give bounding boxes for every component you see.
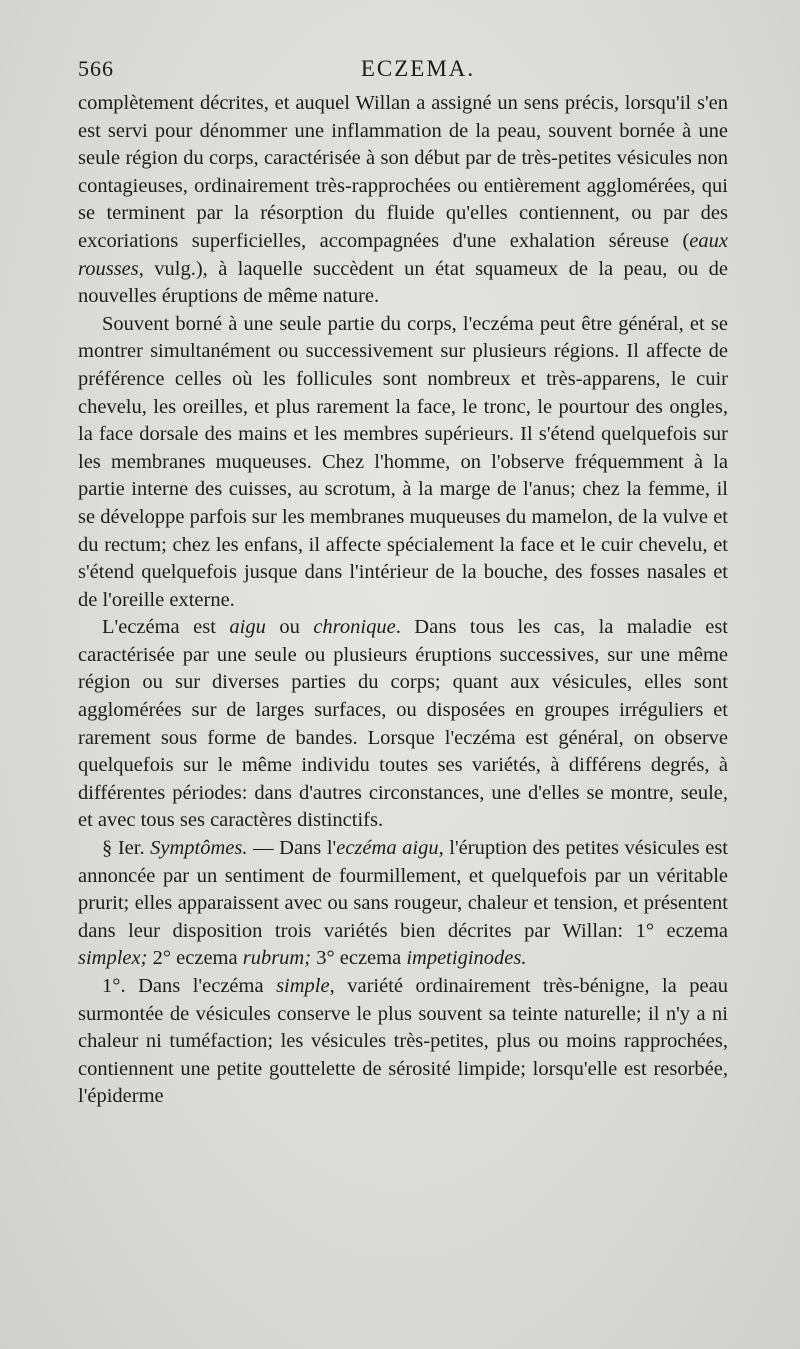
text-run: — Dans l' [247,837,337,860]
italic-text: simple [276,975,330,997]
paragraph [78,973,728,1111]
text-run: Souvent borné à une seule partie du corps, l'eczéma peut être général, et se montrer simultanément ou successivement sur plusieurs régions. Il affecte de préférence celles où les follicules sont nombreux et très-apparens, le cuir chevelu, les oreilles, et plus rarement la face, le tronc, le pourtour des ongles, la face dorsale des mains et les membres supérieurs. Il s'étend quelquefois sur les membranes muqueuses. Chez l'homme, on l'observe fréquemment à la partie interne des cuisses, au scrotum, à la marge de l'anus; chez la femme, il se développe parfois sur les membranes muqueuses du mamelon, de la vulve et du rectum; chez les enfans, il affecte spécialement la face et le cuir chevelu, et s'étend quelquefois jusque dans l'intérieur de la bouche, des fosses nasales et de l'oreille externe. [78,312,728,611]
text-run: , variété ordinairement très-bénigne, la peau surmontée de vésicules conserve le plus souvent sa teinte naturelle; il n'y a ni chaleur ni tuméfaction; les vésicules très-petites, plus ou moins rapprochées, contiennent une petite gouttelette de sérosité limpide; lorsqu'elle est resorbée, l'épiderme [78,975,728,1108]
text-run: § Ier. [102,837,151,860]
page-header [78,56,758,90]
text-run: L'eczéma est [102,616,230,639]
text-run: 1°. Dans l'eczéma [102,975,277,997]
text-run: 3° eczema [311,947,407,970]
running-title: ECZEMA. [360,56,476,81]
italic-text: Symptômes. [150,837,248,860]
italic-text: simplex; [78,947,148,970]
italic-text: rubrum; [242,947,312,970]
italic-text: impetiginodes. [406,947,527,970]
paragraph [78,614,728,835]
italic-text: aigu [229,616,266,639]
paragraph [78,835,728,973]
body-text [78,90,728,1111]
text-run: , l'éruption des petites vésicules est annoncée par un sentiment de fourmillement, et quelquefois par un véritable prurit; elles apparaissent avec ou sans rougeur, chaleur et tension, et présentent dans leur disposition trois variétés bien décrites par Willan: 1° eczema [78,837,728,942]
page-number: 566 [78,56,114,81]
text-run: complètement décrites, et auquel Willan a assigné un sens précis, lorsqu'il s'en est servi pour dénommer une inflammation de la peau, souvent bornée à une seule région du corps, caractérisée à son début par de très-petites vésicules non contagieuses, ordinairement très-rapprochées ou entièrement agglomérées, qui se terminent par la résorption du fluide qu'elles contiennent, ou par des excoriations superficielles, accompagnées d'une exhalation séreuse ( [78,92,728,252]
italic-text: eaux rousses [78,229,728,280]
italic-text: eczéma aigu [336,837,439,860]
text-run: , vulg.), à laquelle succèdent un état squameux de la peau, ou de nouvelles éruptions de même nature. [78,257,728,308]
text-run: ou [265,616,314,639]
paragraph [78,311,728,615]
italic-text: chronique [313,616,396,639]
text-run: 2° eczema [147,947,243,970]
paragraph [78,90,728,311]
text-run: . Dans tous les cas, la maladie est caractérisée par une seule ou plusieurs éruptions successives, sur une même région ou sur diverses parties du corps; quant aux vésicules, elles sont agglomérées sur de larges surfaces, ou disposées en groupes irréguliers et rarement sous forme de bandes. Lorsque l'eczéma est général, on observe quelquefois sur le même individu toutes ses variétés, à différens degrés, à différentes périodes: dans d'autres circonstances, une d'elles se montre, seule, et avec tous ses caractères distinctifs. [78,616,729,832]
